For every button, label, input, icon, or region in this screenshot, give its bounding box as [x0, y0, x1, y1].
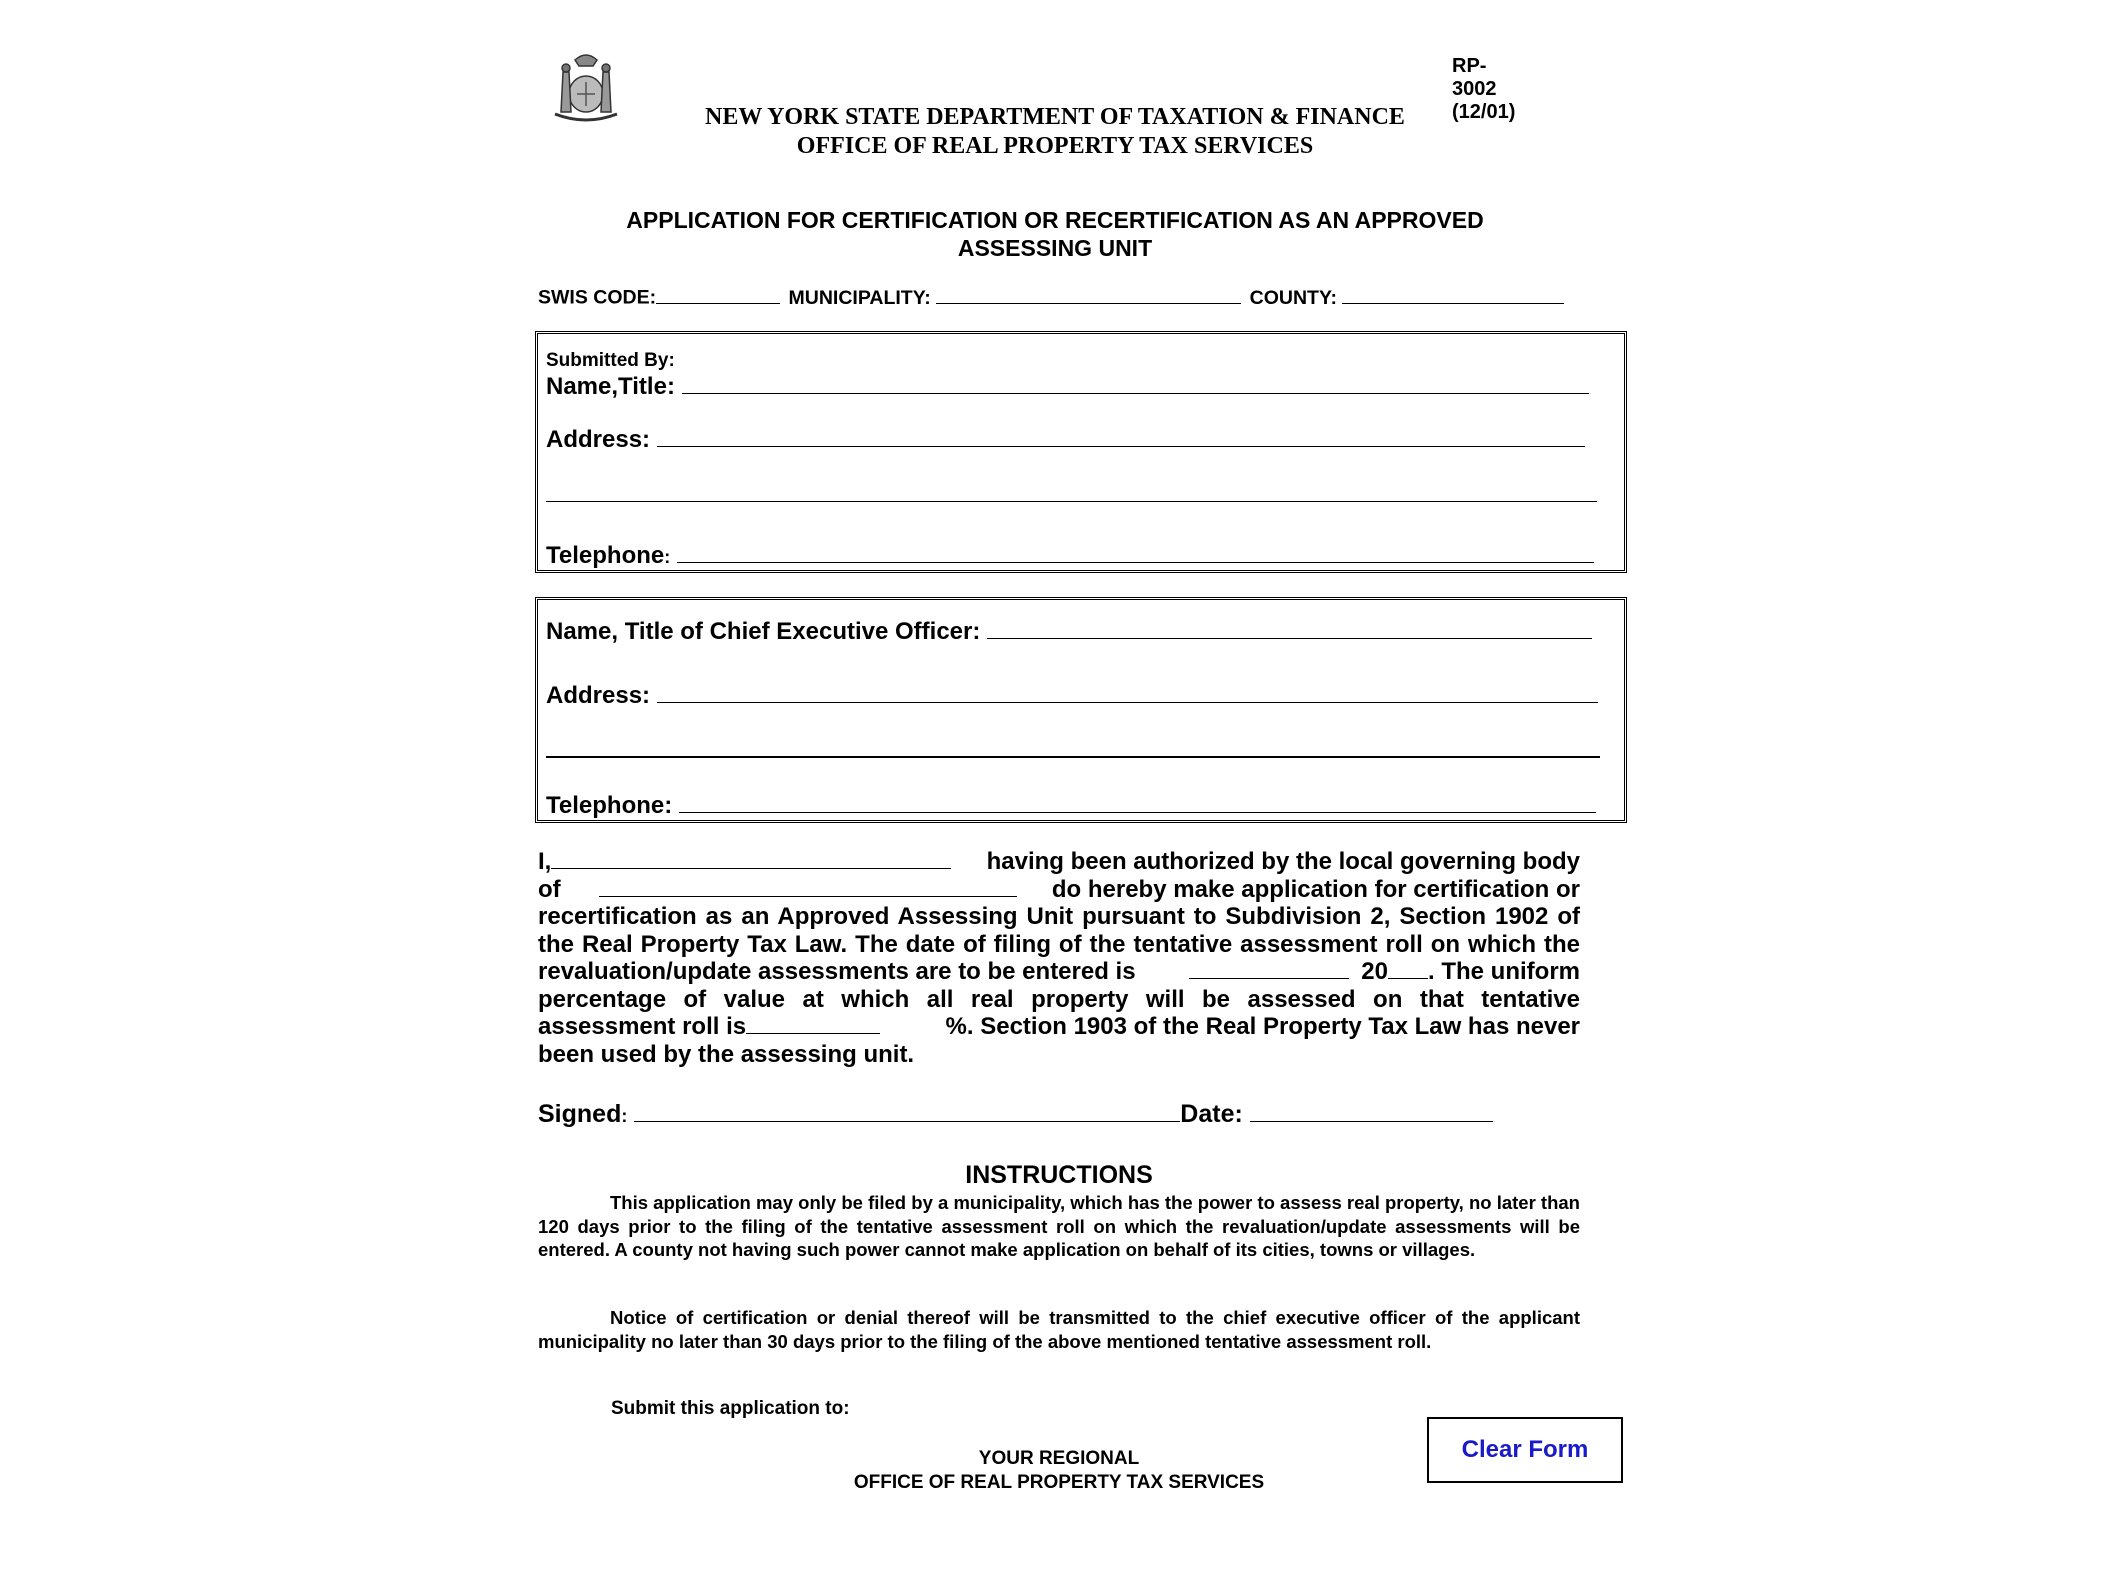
- submitter-telephone-row: [546, 540, 1594, 570]
- clear-form-button[interactable]: Clear Form: [1427, 1417, 1623, 1483]
- regional-office-line1: YOUR REGIONAL: [978, 1448, 1140, 1469]
- instructions-paragraph-2: [538, 1306, 1580, 1353]
- date-field[interactable]: [1250, 1101, 1493, 1122]
- id-row: [538, 285, 1564, 310]
- submitter-address-row: [546, 424, 1585, 454]
- county-field[interactable]: [1342, 285, 1564, 304]
- form-title-line2: ASSESSING UNIT: [957, 235, 1153, 261]
- signature-row: [538, 1100, 1493, 1129]
- ceo-address-line2-field[interactable]: [546, 734, 1600, 758]
- submitter-telephone-label: Telephone: [546, 542, 665, 569]
- ceo-name-field[interactable]: [987, 616, 1592, 639]
- department-name: NEW YORK STATE DEPARTMENT OF TAXATION & FINANCE: [705, 104, 1405, 130]
- uniform-percentage-field[interactable]: [746, 1013, 880, 1034]
- ceo-address-row: [546, 680, 1598, 710]
- submitter-address-label: Address:: [546, 426, 651, 453]
- instructions-paragraph-2-text: Notice of certification or denial thereof will be transmitted to the chief executive officer of the applicant municipality no later than 30 days prior to the filing of the above mentioned tentative assessment roll.: [538, 1307, 1580, 1352]
- submitter-telephone-colon: :: [664, 547, 671, 567]
- chief-executive-box: [535, 597, 1627, 823]
- submitted-by-label: Submitted By:: [546, 350, 675, 371]
- signed-colon: :: [621, 1106, 628, 1126]
- county-label: COUNTY:: [1249, 286, 1338, 309]
- declaration-line8: been used by the assessing unit.: [538, 1040, 915, 1068]
- declaration-i-label: I,: [538, 848, 552, 875]
- declaration-of-label: of: [538, 875, 561, 903]
- submitter-name-label: Name,Title:: [546, 373, 675, 400]
- regional-office-line2: OFFICE OF REAL PROPERTY TAX SERVICES: [853, 1472, 1265, 1493]
- instructions-heading: INSTRUCTIONS: [965, 1161, 1153, 1189]
- ceo-name-row: [546, 616, 1592, 646]
- declaration-line4: the Real Property Tax Law. The date of filing of the tentative assessment roll on which the: [538, 930, 1580, 958]
- signed-label: Signed: [538, 1100, 622, 1128]
- instructions-paragraph-1-text: This application may only be filed by a municipality, which has the power to assess real property, no later than 120 days prior to the filing of the tentative assessment roll on which the revaluation/update assessments will be entered. A county not having such power cannot make application on behalf of its cities, towns or villages.: [538, 1192, 1580, 1260]
- ceo-address-field[interactable]: [657, 680, 1598, 703]
- declaration-line5-end: . The uniform: [1428, 958, 1580, 985]
- municipality-field[interactable]: [936, 285, 1241, 304]
- official-name-field[interactable]: [551, 848, 951, 869]
- swis-code-field[interactable]: [656, 285, 780, 304]
- ceo-name-label: Name, Title of Chief Executive Officer:: [546, 618, 981, 645]
- filing-date-field[interactable]: [1189, 958, 1349, 979]
- year-prefix: 20: [1361, 958, 1388, 985]
- declaration-line6: percentage of value at which all real property will be assessed on that tentative: [538, 985, 1580, 1013]
- office-name: OFFICE OF REAL PROPERTY TAX SERVICES: [796, 133, 1314, 159]
- submitted-by-box: [535, 331, 1627, 573]
- instructions-paragraph-1: [538, 1191, 1580, 1262]
- ceo-address-line2-row: [546, 734, 1600, 765]
- ceo-address-label: Address:: [546, 682, 651, 709]
- submitter-telephone-field[interactable]: [677, 540, 1594, 563]
- submitter-name-row: [546, 371, 1589, 401]
- submit-to-label: Submit this application to:: [611, 1398, 850, 1419]
- declaration-line5: revaluation/update assessments are to be entered is: [538, 958, 1136, 985]
- declaration-line7: assessment roll is: [538, 1013, 747, 1040]
- declaration-line7-end: %. Section 1903 of the Real Property Tax Law has never: [945, 1013, 1580, 1040]
- municipality-label: MUNICIPALITY:: [788, 286, 931, 309]
- submitter-address-line2-row: [546, 479, 1597, 509]
- signature-field[interactable]: [634, 1101, 1180, 1122]
- submitter-address-line2-field[interactable]: [546, 479, 1597, 502]
- municipality-name-field[interactable]: [599, 876, 1017, 897]
- declaration-paragraph: [538, 848, 1580, 1068]
- ceo-telephone-field[interactable]: [679, 790, 1596, 813]
- swis-code-label: SWIS CODE:: [538, 286, 657, 309]
- filing-year-field[interactable]: [1388, 958, 1428, 979]
- ceo-telephone-label: Telephone:: [546, 792, 673, 819]
- declaration-line2: do hereby make application for certification or: [1051, 875, 1580, 903]
- declaration-line1: having been authorized by the local governing body: [986, 848, 1580, 875]
- ceo-telephone-row: [546, 790, 1596, 820]
- declaration-line3: recertification as an Approved Assessing Unit pursuant to Subdivision 2, Section 1902 of: [538, 903, 1580, 930]
- form-title-line1: APPLICATION FOR CERTIFICATION OR RECERTIFICATION AS AN APPROVED: [626, 207, 1484, 233]
- submitter-name-field[interactable]: [682, 371, 1589, 394]
- date-label: Date:: [1180, 1100, 1243, 1128]
- submitter-address-field[interactable]: [657, 424, 1585, 447]
